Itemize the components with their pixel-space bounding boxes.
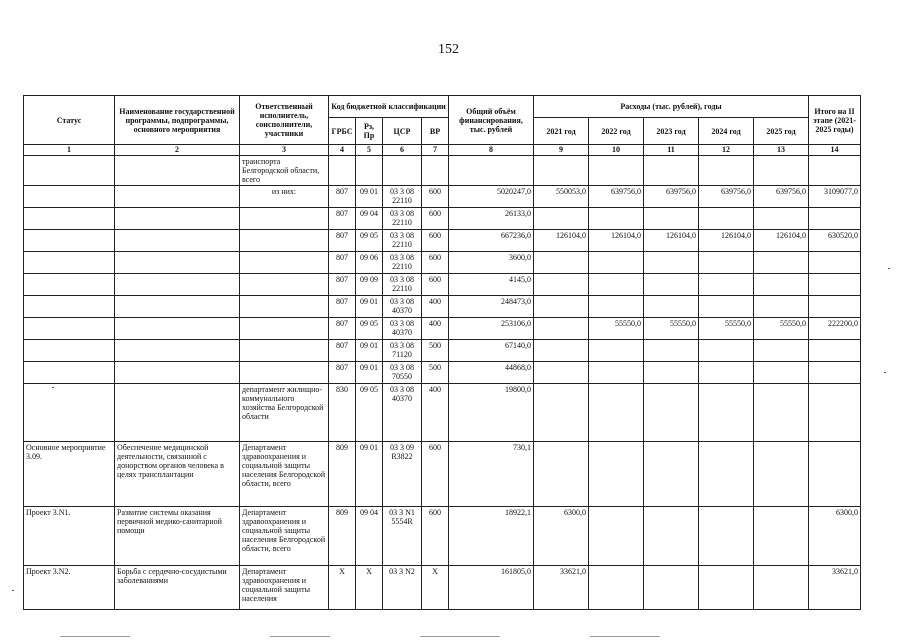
cell-executor <box>240 274 329 296</box>
table-row <box>24 384 861 442</box>
cell-total: 5020247,0 <box>449 186 534 208</box>
cell-y2023 <box>644 340 699 362</box>
cell-total: 26133,0 <box>449 208 534 230</box>
cell-total: 730,1 <box>449 442 534 507</box>
cell-csr: 03 3 08 71120 <box>383 340 422 362</box>
cell-status <box>24 156 115 186</box>
cell-grbs: 807 <box>329 208 356 230</box>
cell-status <box>24 274 115 296</box>
cell-grbs: 807 <box>329 274 356 296</box>
cell-y2021: 550053,0 <box>534 186 589 208</box>
cell-rzpr: 09 04 <box>356 208 383 230</box>
header-2024: 2024 год <box>699 118 754 145</box>
cell-y2022 <box>589 296 644 318</box>
cell-executor: Департамент здравоохранения и социальной защиты населения Белгородской области, всего <box>240 442 329 507</box>
header-vr: ВР <box>422 118 449 145</box>
cell-vr: 500 <box>422 362 449 384</box>
cell-grbs: 807 <box>329 230 356 252</box>
cell-y2025 <box>754 156 809 186</box>
cell-y2021 <box>534 274 589 296</box>
column-number: 13 <box>754 145 809 156</box>
table-row <box>24 252 861 274</box>
cell-vr: 400 <box>422 296 449 318</box>
cell-grbs: 807 <box>329 362 356 384</box>
column-number: 1 <box>24 145 115 156</box>
cell-name <box>115 252 240 274</box>
scan-speck <box>884 372 886 373</box>
cell-stage: 3109077,0 <box>809 186 861 208</box>
cell-executor <box>240 318 329 340</box>
table-body <box>24 156 861 610</box>
cell-total: 161805,0 <box>449 566 534 610</box>
cell-name <box>115 384 240 442</box>
header-csr: ЦСР <box>383 118 422 145</box>
cell-name <box>115 208 240 230</box>
cell-y2024: 126104,0 <box>699 230 754 252</box>
cell-executor <box>240 296 329 318</box>
cell-stage <box>809 442 861 507</box>
header-name: Наименование государственной программы, подпрограммы, основного мероприятия <box>115 96 240 145</box>
cell-total: 4145,0 <box>449 274 534 296</box>
table-row <box>24 566 861 610</box>
cell-y2023 <box>644 274 699 296</box>
cell-stage <box>809 384 861 442</box>
cell-name: Развитие системы оказания первичной медико-санитарной помощи <box>115 507 240 566</box>
cell-y2025 <box>754 442 809 507</box>
cell-y2022 <box>589 442 644 507</box>
scan-speck <box>52 387 54 388</box>
cell-vr: 600 <box>422 186 449 208</box>
cell-stage <box>809 274 861 296</box>
cell-name <box>115 230 240 252</box>
cell-vr: 400 <box>422 384 449 442</box>
cell-name <box>115 362 240 384</box>
cell-stage: 222200,0 <box>809 318 861 340</box>
cell-y2021 <box>534 296 589 318</box>
header-total: Общий объём финансирования, тыс. рублей <box>449 96 534 145</box>
cell-rzpr: 09 05 <box>356 318 383 340</box>
cell-total: 19800,0 <box>449 384 534 442</box>
cell-total: 3600,0 <box>449 252 534 274</box>
cell-grbs: 830 <box>329 384 356 442</box>
cell-csr: 03 3 08 22110 <box>383 274 422 296</box>
scan-speck <box>888 268 890 269</box>
cell-y2021 <box>534 442 589 507</box>
cell-status <box>24 296 115 318</box>
cell-y2025 <box>754 384 809 442</box>
table-row <box>24 208 861 230</box>
cell-y2022 <box>589 340 644 362</box>
bottom-rule <box>590 636 660 637</box>
cell-y2021: 6300,0 <box>534 507 589 566</box>
cell-executor: из них: <box>240 186 329 208</box>
cell-status <box>24 252 115 274</box>
cell-y2022 <box>589 362 644 384</box>
cell-y2024: 55550,0 <box>699 318 754 340</box>
cell-csr: 03 3 08 40370 <box>383 318 422 340</box>
table-row <box>24 156 861 186</box>
cell-stage: 630520,0 <box>809 230 861 252</box>
cell-name <box>115 318 240 340</box>
cell-rzpr: 09 06 <box>356 252 383 274</box>
cell-y2022: 126104,0 <box>589 230 644 252</box>
cell-y2021 <box>534 340 589 362</box>
cell-grbs: 807 <box>329 296 356 318</box>
column-number: 9 <box>534 145 589 156</box>
cell-y2022 <box>589 252 644 274</box>
header-2021: 2021 год <box>534 118 589 145</box>
column-number: 5 <box>356 145 383 156</box>
cell-grbs: 809 <box>329 442 356 507</box>
cell-executor <box>240 362 329 384</box>
cell-y2024 <box>699 362 754 384</box>
column-number-row <box>24 145 861 156</box>
cell-status: Основное мероприятие 3.09. <box>24 442 115 507</box>
table-row <box>24 274 861 296</box>
cell-executor <box>240 340 329 362</box>
header-expenses: Расходы (тыс. рублей), годы <box>534 96 809 118</box>
cell-y2024 <box>699 156 754 186</box>
cell-stage <box>809 252 861 274</box>
cell-vr: 600 <box>422 274 449 296</box>
cell-status <box>24 208 115 230</box>
cell-y2023: 639756,0 <box>644 186 699 208</box>
cell-rzpr: 09 01 <box>356 340 383 362</box>
cell-name: Борьба с сердечно-сосудистыми заболеваниями <box>115 566 240 610</box>
bottom-rule <box>420 636 500 637</box>
cell-y2023 <box>644 362 699 384</box>
cell-y2021: 33621,0 <box>534 566 589 610</box>
cell-y2025: 55550,0 <box>754 318 809 340</box>
cell-y2023 <box>644 252 699 274</box>
column-number: 7 <box>422 145 449 156</box>
cell-y2025 <box>754 507 809 566</box>
cell-status: Проект 3.N1. <box>24 507 115 566</box>
cell-executor: Департамент здравоохранения и социальной защиты населения <box>240 566 329 610</box>
cell-stage <box>809 156 861 186</box>
cell-y2024 <box>699 442 754 507</box>
header-2023: 2023 год <box>644 118 699 145</box>
cell-y2023 <box>644 384 699 442</box>
cell-grbs: 807 <box>329 186 356 208</box>
table-row <box>24 362 861 384</box>
cell-csr: 03 3 N1 5554R <box>383 507 422 566</box>
cell-y2022 <box>589 566 644 610</box>
column-number: 8 <box>449 145 534 156</box>
cell-y2025 <box>754 208 809 230</box>
cell-y2022 <box>589 208 644 230</box>
cell-y2023: 55550,0 <box>644 318 699 340</box>
cell-y2024 <box>699 252 754 274</box>
table-row <box>24 318 861 340</box>
cell-total: 18922,1 <box>449 507 534 566</box>
cell-status: Проект 3.N2. <box>24 566 115 610</box>
cell-csr: 03 3 08 40370 <box>383 296 422 318</box>
cell-y2022: 639756,0 <box>589 186 644 208</box>
cell-grbs: 809 <box>329 507 356 566</box>
cell-y2021 <box>534 208 589 230</box>
cell-grbs <box>329 156 356 186</box>
cell-status <box>24 186 115 208</box>
cell-vr: 500 <box>422 340 449 362</box>
cell-status <box>24 340 115 362</box>
cell-y2023 <box>644 442 699 507</box>
column-number: 3 <box>240 145 329 156</box>
cell-y2021 <box>534 156 589 186</box>
column-number: 14 <box>809 145 861 156</box>
cell-y2023 <box>644 566 699 610</box>
header-2025: 2025 год <box>754 118 809 145</box>
cell-stage <box>809 362 861 384</box>
cell-total <box>449 156 534 186</box>
cell-csr: 03 3 08 22110 <box>383 252 422 274</box>
column-number: 12 <box>699 145 754 156</box>
cell-name <box>115 186 240 208</box>
cell-total: 44868,0 <box>449 362 534 384</box>
cell-executor <box>240 252 329 274</box>
cell-csr: 03 3 09 R3822 <box>383 442 422 507</box>
cell-csr: 03 3 08 22110 <box>383 230 422 252</box>
scan-speck <box>12 590 14 591</box>
cell-csr: 03 3 08 70550 <box>383 362 422 384</box>
header-stage: Итого на II этапе (2021-2025 годы) <box>809 96 861 145</box>
cell-y2024 <box>699 507 754 566</box>
header-status: Статус <box>24 96 115 145</box>
cell-vr: 600 <box>422 442 449 507</box>
cell-grbs: 807 <box>329 340 356 362</box>
cell-y2023 <box>644 507 699 566</box>
table-row <box>24 296 861 318</box>
cell-y2024: 639756,0 <box>699 186 754 208</box>
header-rzpr: Рз, Пр <box>356 118 383 145</box>
cell-status <box>24 384 115 442</box>
table-row <box>24 507 861 566</box>
cell-executor <box>240 230 329 252</box>
cell-y2022: 55550,0 <box>589 318 644 340</box>
column-number: 4 <box>329 145 356 156</box>
table-header <box>24 96 861 156</box>
cell-name <box>115 274 240 296</box>
cell-y2024 <box>699 566 754 610</box>
cell-y2024 <box>699 340 754 362</box>
cell-name <box>115 340 240 362</box>
cell-y2023 <box>644 208 699 230</box>
cell-grbs: X <box>329 566 356 610</box>
cell-total: 67140,0 <box>449 340 534 362</box>
cell-vr: X <box>422 566 449 610</box>
cell-csr: 03 3 08 22110 <box>383 208 422 230</box>
cell-vr: 600 <box>422 252 449 274</box>
column-number: 11 <box>644 145 699 156</box>
cell-y2023 <box>644 296 699 318</box>
cell-status <box>24 230 115 252</box>
cell-y2024 <box>699 296 754 318</box>
cell-stage <box>809 340 861 362</box>
cell-grbs: 807 <box>329 252 356 274</box>
cell-rzpr <box>356 156 383 186</box>
cell-y2022 <box>589 384 644 442</box>
cell-executor: Департамент здравоохранения и социальной защиты населения Белгородской области, всего <box>240 507 329 566</box>
cell-vr <box>422 156 449 186</box>
header-executor: Ответственный исполнитель, соисполнители, участники <box>240 96 329 145</box>
cell-vr: 400 <box>422 318 449 340</box>
cell-y2025 <box>754 252 809 274</box>
cell-csr: 03 3 08 22110 <box>383 186 422 208</box>
cell-y2021 <box>534 252 589 274</box>
cell-csr: 03 3 N2 <box>383 566 422 610</box>
cell-csr <box>383 156 422 186</box>
cell-status <box>24 362 115 384</box>
cell-stage <box>809 208 861 230</box>
table-row <box>24 186 861 208</box>
cell-stage <box>809 296 861 318</box>
cell-y2025: 639756,0 <box>754 186 809 208</box>
cell-rzpr: 09 01 <box>356 362 383 384</box>
cell-y2025 <box>754 566 809 610</box>
cell-vr: 600 <box>422 208 449 230</box>
table-row <box>24 230 861 252</box>
cell-csr: 03 3 08 40370 <box>383 384 422 442</box>
header-2022: 2022 год <box>589 118 644 145</box>
cell-rzpr: 09 05 <box>356 230 383 252</box>
cell-y2025 <box>754 274 809 296</box>
bottom-rule <box>60 636 130 637</box>
page-number: 152 <box>438 42 459 57</box>
cell-total: 253106,0 <box>449 318 534 340</box>
cell-rzpr: X <box>356 566 383 610</box>
cell-y2021 <box>534 384 589 442</box>
cell-y2022 <box>589 274 644 296</box>
cell-rzpr: 09 04 <box>356 507 383 566</box>
cell-y2025 <box>754 362 809 384</box>
cell-rzpr: 09 09 <box>356 274 383 296</box>
cell-executor <box>240 208 329 230</box>
cell-y2023 <box>644 156 699 186</box>
cell-executor: департамент жилищно-коммунального хозяйства Белгородской области <box>240 384 329 442</box>
cell-rzpr: 09 05 <box>356 384 383 442</box>
cell-stage: 33621,0 <box>809 566 861 610</box>
budget-table <box>23 95 861 610</box>
header-grbs: ГРБС <box>329 118 356 145</box>
cell-name: Обеспечение медицинской деятельности, связанной с донорством органов человека в целях трансплантации <box>115 442 240 507</box>
cell-vr: 600 <box>422 507 449 566</box>
cell-y2024 <box>699 208 754 230</box>
cell-total: 248473,0 <box>449 296 534 318</box>
column-number: 10 <box>589 145 644 156</box>
cell-y2022 <box>589 156 644 186</box>
cell-y2021 <box>534 318 589 340</box>
cell-name <box>115 296 240 318</box>
cell-rzpr: 09 01 <box>356 186 383 208</box>
cell-name <box>115 156 240 186</box>
header-budget-code: Код бюджетной классификации <box>329 96 449 118</box>
cell-rzpr: 09 01 <box>356 442 383 507</box>
cell-y2021 <box>534 362 589 384</box>
cell-y2025: 126104,0 <box>754 230 809 252</box>
cell-rzpr: 09 01 <box>356 296 383 318</box>
cell-total: 667236,0 <box>449 230 534 252</box>
cell-y2023: 126104,0 <box>644 230 699 252</box>
cell-grbs: 807 <box>329 318 356 340</box>
column-number: 6 <box>383 145 422 156</box>
cell-vr: 600 <box>422 230 449 252</box>
table-row <box>24 340 861 362</box>
column-number: 2 <box>115 145 240 156</box>
cell-y2024 <box>699 384 754 442</box>
cell-y2024 <box>699 274 754 296</box>
cell-y2022 <box>589 507 644 566</box>
cell-y2021: 126104,0 <box>534 230 589 252</box>
table-row <box>24 442 861 507</box>
cell-executor: транспорта Белгородской области, всего <box>240 156 329 186</box>
cell-stage: 6300,0 <box>809 507 861 566</box>
bottom-rule <box>270 636 330 637</box>
cell-status <box>24 318 115 340</box>
cell-y2025 <box>754 340 809 362</box>
cell-y2025 <box>754 296 809 318</box>
